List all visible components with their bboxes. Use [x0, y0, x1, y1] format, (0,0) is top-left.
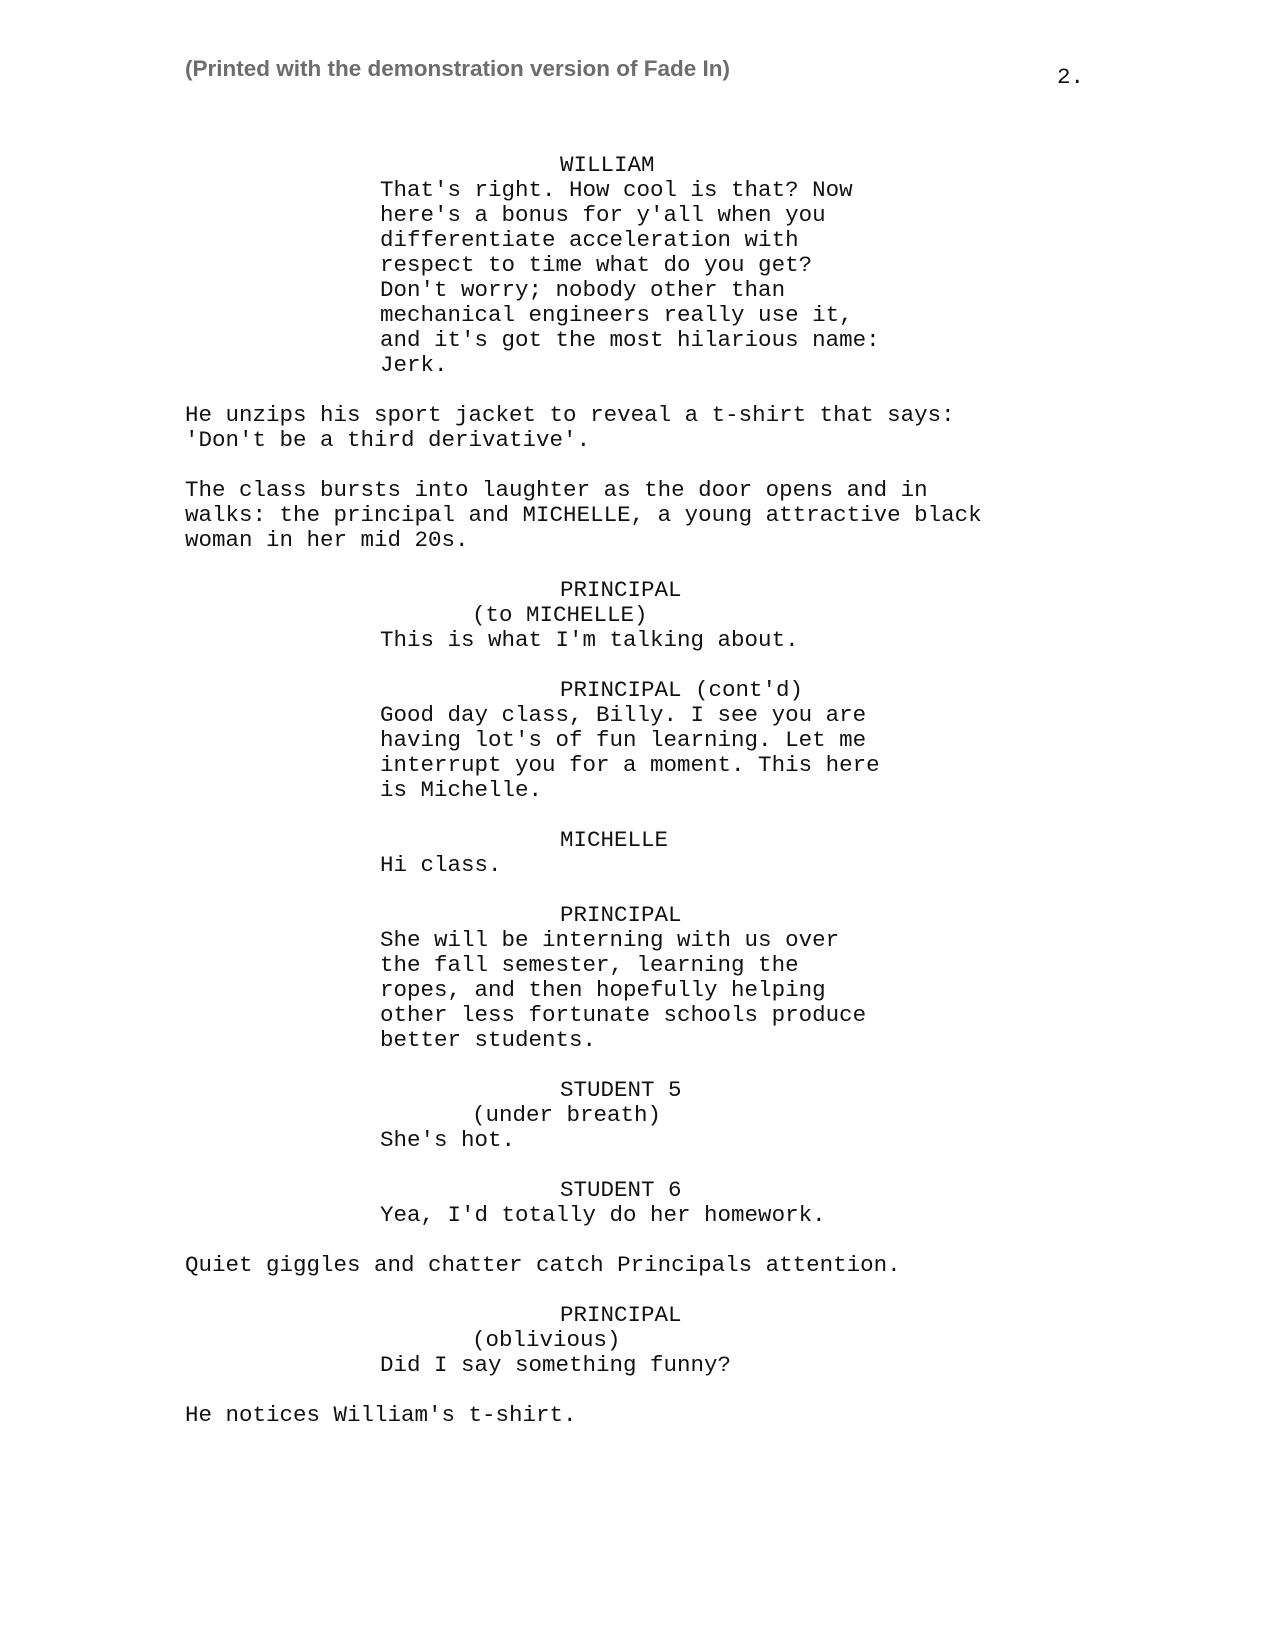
character-name: STUDENT 6: [560, 1177, 682, 1203]
action-line: The class bursts into laughter as the door opens and in walks: the principal and MICHELLE, a young attractive black woman in her mid 20s.: [185, 477, 982, 553]
character-name: PRINCIPAL: [560, 577, 682, 603]
dialogue: Hi class.: [380, 852, 502, 878]
dialogue: That's right. How cool is that? Now here's a bonus for y'all when you differentiate acceleration with respect to time what do you get? Don't worry; nobody other than mechanical engineers really use it, and it's got the most hilarious name: Jerk.: [380, 177, 880, 378]
character-name: PRINCIPAL: [560, 1302, 682, 1328]
parenthetical: (under breath): [472, 1102, 662, 1128]
action-line: Quiet giggles and chatter catch Principals attention.: [185, 1252, 901, 1278]
dialogue: Yea, I'd totally do her homework.: [380, 1202, 826, 1228]
screenplay-body: [185, 153, 1105, 1428]
demo-watermark: (Printed with the demonstration version of Fade In): [185, 56, 731, 81]
parenthetical: (oblivious): [472, 1327, 621, 1353]
character-name: MICHELLE: [560, 827, 669, 853]
dialogue: This is what I'm talking about.: [380, 627, 799, 653]
dialogue: Did I say something funny?: [380, 1352, 732, 1378]
dialogue: She will be interning with us over the fall semester, learning the ropes, and then hopefully helping other less fortunate schools produce better students.: [380, 927, 867, 1053]
dialogue: She's hot.: [380, 1127, 516, 1153]
character-name: WILLIAM: [560, 152, 655, 178]
dialogue: Good day class, Billy. I see you are having lot's of fun learning. Let me interrupt you for a moment. This here is Michelle.: [380, 702, 880, 803]
page-number: 2.: [1057, 64, 1085, 90]
action-line: He unzips his sport jacket to reveal a t-shirt that says: 'Don't be a third derivative'.: [185, 402, 955, 453]
character-name: STUDENT 5: [560, 1077, 682, 1103]
character-name: PRINCIPAL: [560, 902, 682, 928]
action-line: He notices William's t-shirt.: [185, 1402, 577, 1428]
parenthetical: (to MICHELLE): [472, 602, 648, 628]
character-name: PRINCIPAL (cont'd): [560, 677, 804, 703]
